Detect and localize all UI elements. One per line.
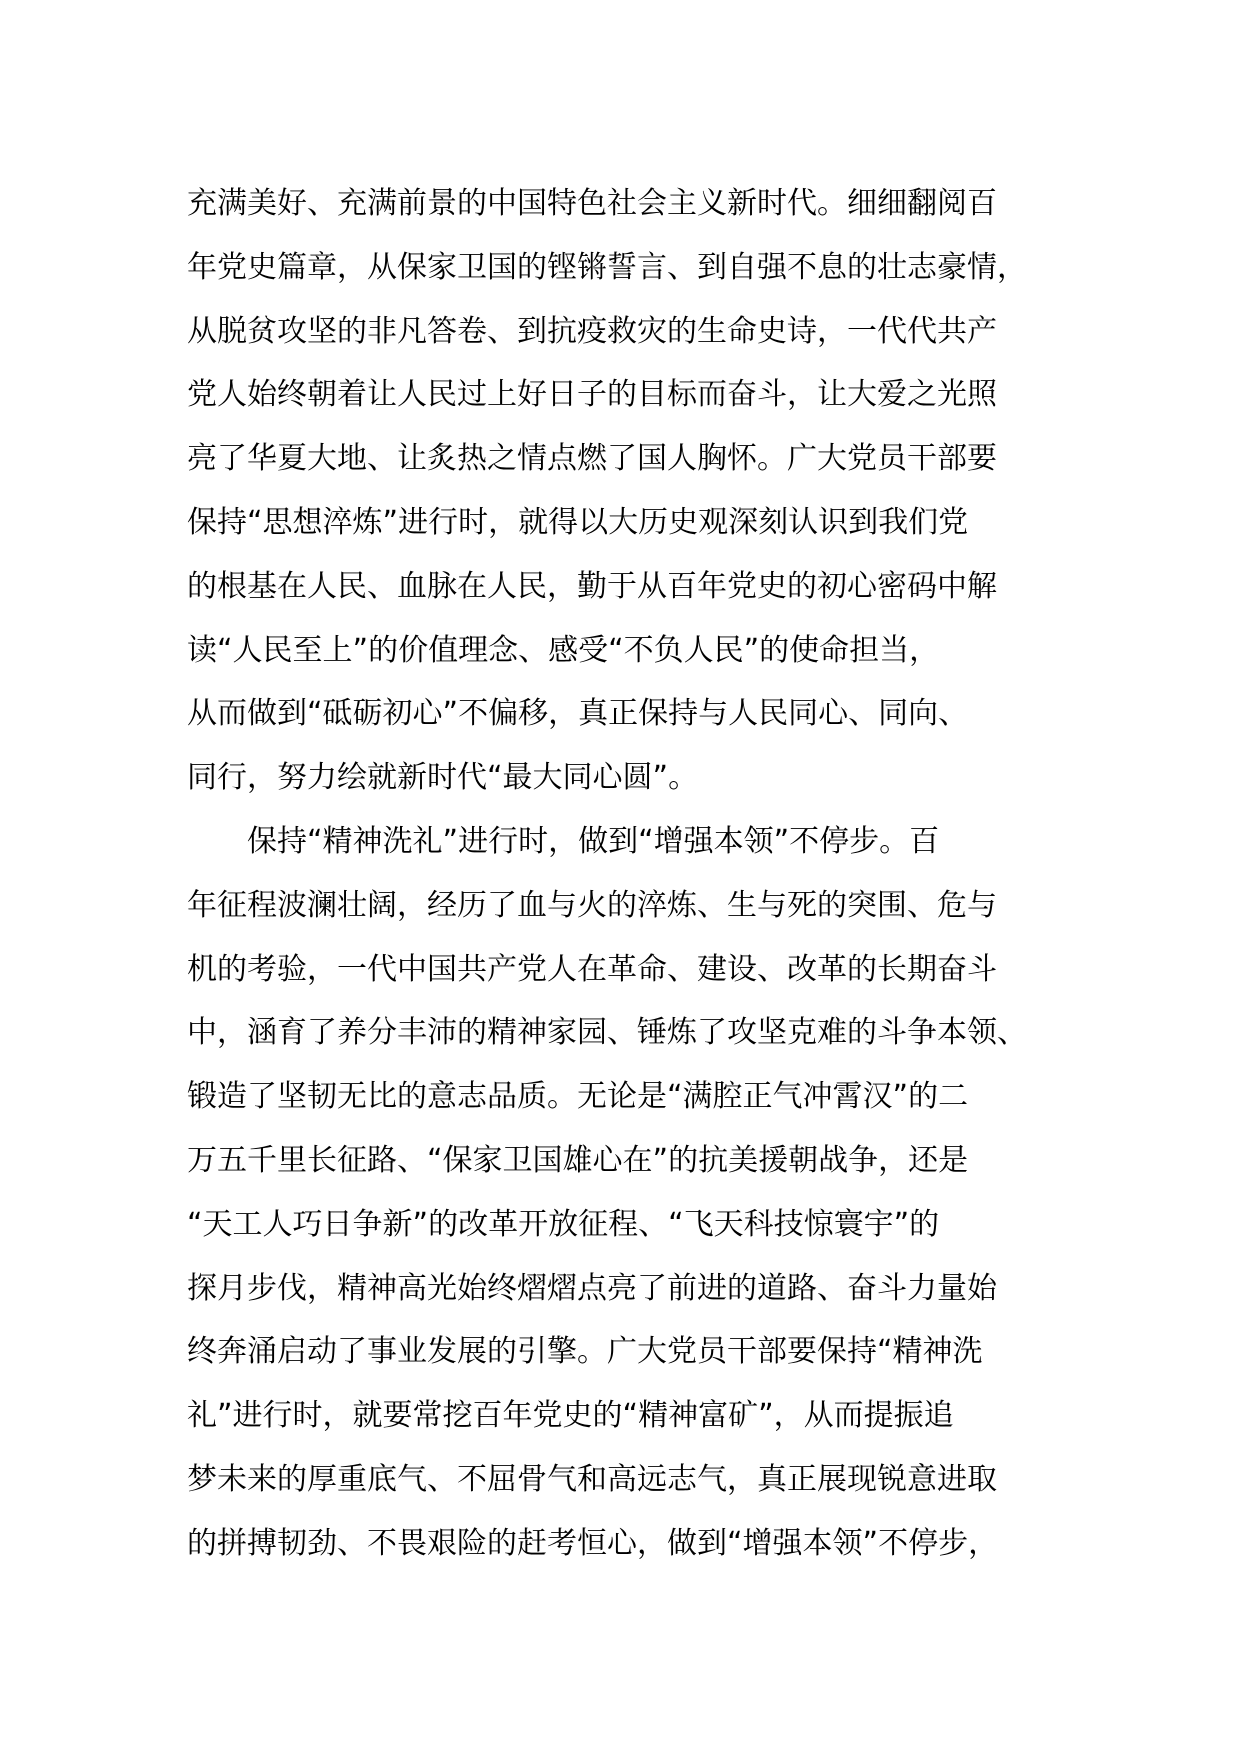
text-line: 党人始终朝着让人民过上好日子的目标而奋斗，让大爱之光照 <box>187 377 997 413</box>
text-line: 亮了华夏大地、让炙热之情点燃了国人胸怀。广大党员干部要 <box>187 441 997 477</box>
text-line: 的拼搏韧劲、不畏艰险的赶考恒心，做到“增强本领”不停步， <box>187 1525 999 1561</box>
text-line: “天工人巧日争新”的改革开放征程、“飞天科技惊寰宇”的 <box>187 1206 940 1242</box>
body-text <box>187 172 1067 1576</box>
text-line: 年党史篇章，从保家卫国的铿锵誓言、到自强不息的壮志豪情， <box>187 249 1027 285</box>
text-line: 从脱贫攻坚的非凡答卷、到抗疫救灾的生命史诗，一代代共产 <box>187 313 997 349</box>
text-line: 保持“思想淬炼”进行时，就得以大历史观深刻认识到我们党 <box>187 504 969 540</box>
text-line: 的根基在人民、血脉在人民，勤于从百年党史的初心密码中解 <box>187 568 997 604</box>
text-line: 充满美好、充满前景的中国特色社会主义新时代。细细翻阅百 <box>187 186 997 221</box>
text-line: 礼”进行时，就要常挖百年党史的“精神富矿”，从而提振追 <box>187 1398 954 1434</box>
text-line: 中，涵育了养分丰沛的精神家园、锤炼了攻坚克难的斗争本领、 <box>187 1015 1027 1051</box>
text-line: 读“人民至上”的价值理念、感受“不负人民”的使命担当， <box>187 632 940 668</box>
paragraph-first-line: 保持“精神洗礼”进行时，做到“增强本领”不停步。百 <box>247 823 940 859</box>
text-line: 梦未来的厚重底气、不屈骨气和高远志气，真正展现锐意进取 <box>187 1461 997 1497</box>
text-line: 年征程波澜壮阔，经历了血与火的淬炼、生与死的突围、危与 <box>187 887 997 923</box>
text-line: 同行，努力绘就新时代“最大同心圆”。 <box>187 760 699 796</box>
text-line: 机的考验，一代中国共产党人在革命、建设、改革的长期奋斗 <box>187 951 997 987</box>
text-line: 万五千里长征路、“保家卫国雄心在”的抗美援朝战争，还是 <box>187 1142 969 1178</box>
text-line: 终奔涌启动了事业发展的引擎。广大党员干部要保持“精神洗 <box>187 1334 983 1370</box>
text-line: 锻造了坚韧无比的意志品质。无论是“满腔正气冲霄汉”的二 <box>187 1079 969 1115</box>
text-line: 探月步伐，精神高光始终熠熠点亮了前进的道路、奋斗力量始 <box>187 1270 997 1306</box>
text-line: 从而做到“砥砺初心”不偏移，真正保持与人民同心、同向、 <box>187 696 969 732</box>
